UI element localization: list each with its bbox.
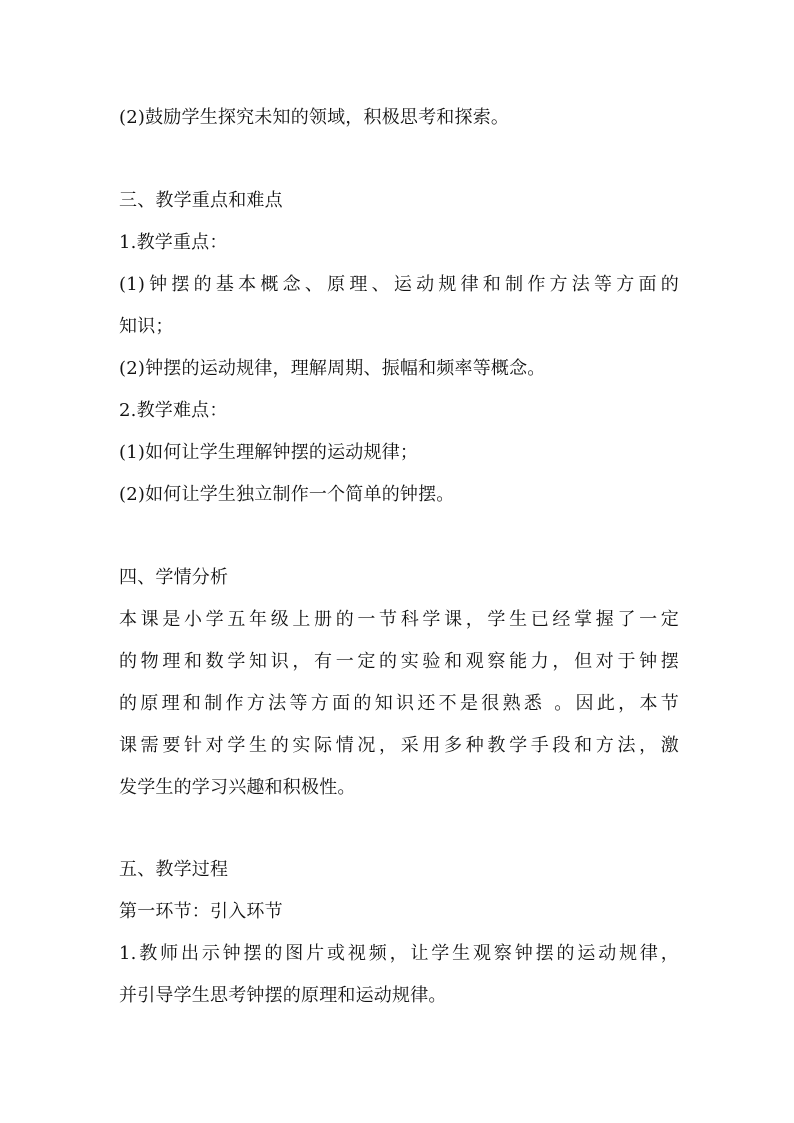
goal-item-2: (2)鼓励学生探究未知的领域，积极思考和探索。: [119, 107, 510, 128]
subheading-key-points: 1.教学重点：: [119, 232, 228, 253]
subheading-difficulties: 2.教学难点：: [119, 400, 228, 421]
analysis-line-1: 本课是小学五年级上册的一节科学课，学生已经掌握了一定: [119, 609, 679, 630]
section-heading-key-points: 三、教学重点和难点: [119, 190, 283, 211]
analysis-line-2: 的物理和数学知识，有一定的实验和观察能力，但对于钟摆: [119, 651, 679, 672]
section-heading-process: 五、教学过程: [119, 859, 229, 880]
difficulty-2: (2)如何让学生独立制作一个简单的钟摆。: [119, 484, 455, 505]
process-step-heading: 第一环节：引入环节: [119, 901, 283, 922]
process-item-1-line-2: 并引导学生思考钟摆的原理和运动规律。: [119, 985, 447, 1006]
difficulty-1: (1)如何让学生理解钟摆的运动规律；: [119, 442, 419, 463]
key-point-1-line-2: 知识；: [119, 316, 174, 337]
key-point-2: (2)钟摆的运动规律，理解周期、振幅和频率等概念。: [119, 358, 546, 379]
analysis-line-5: 发学生的学习兴趣和积极性。: [119, 777, 356, 798]
key-point-1-line-1: (1)钟摆的基本概念、原理、运动规律和制作方法等方面的: [119, 274, 679, 295]
process-item-1-line-1: 1.教师出示钟摆的图片或视频，让学生观察钟摆的运动规律，: [119, 943, 679, 964]
section-heading-analysis: 四、学情分析: [119, 567, 229, 588]
analysis-line-4: 课需要针对学生的实际情况，采用多种教学手段和方法，激: [119, 735, 679, 756]
analysis-line-3: 的原理和制作方法等方面的知识还不是很熟悉 。因此，本节: [119, 693, 679, 714]
